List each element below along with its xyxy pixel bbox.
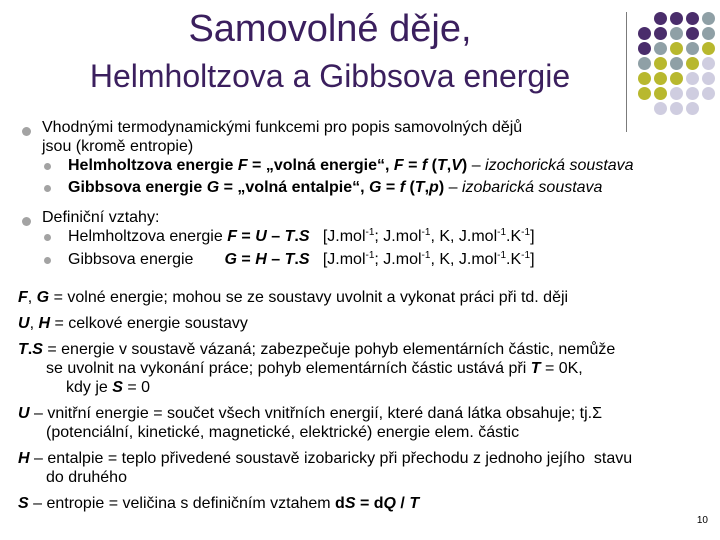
decorative-dot bbox=[702, 72, 715, 85]
decorative-dot bbox=[654, 87, 667, 100]
paragraph-entropy: S – entropie = veličina s definičním vztahem dS = dQ / T bbox=[18, 495, 420, 512]
decorative-dot bbox=[654, 27, 667, 40]
decorative-dot bbox=[686, 102, 699, 115]
paragraph-internal-energy: U – vnitřní energie = součet všech vnitřních energií, které daná látka obsahuje; tj.Σ bbox=[18, 405, 602, 422]
paragraph-total-energies: U, H = celkové energie soustavy bbox=[18, 315, 248, 332]
paragraph-free-energies: F, G = volné energie; mohou se ze soustavy uvolnit a vykonat práci při td. ději bbox=[18, 289, 569, 306]
slide-title-line2: Helmholtzova a Gibbsova energie bbox=[89, 58, 571, 94]
sub-bullet-icon bbox=[44, 234, 51, 241]
decorative-dot bbox=[670, 27, 683, 40]
decorative-dot bbox=[654, 12, 667, 25]
decorative-dot-grid bbox=[638, 12, 718, 116]
decorative-dot bbox=[686, 27, 699, 40]
paragraph-bound-energy-cont: se uvolnit na vykonání práce; pohyb elementárních částic ustává při T = 0K, bbox=[46, 360, 583, 377]
paragraph-enthalpy-cont: do druhého bbox=[46, 469, 127, 486]
decorative-dot bbox=[638, 57, 651, 70]
decorative-dot bbox=[686, 12, 699, 25]
sub-bullet-gibbs-relation: Gibbsova energie G = H – T.S [J.mol$^{-1}$; J.mol$^{-1}$, K, $J.mol^{-1}.K^{-1}$] bbox=[68, 250, 535, 268]
sub-bullet-gibbs-definition: Gibbsova energie G = „volná entalpie“, G = f (T,p) – izobarická soustava bbox=[68, 179, 603, 196]
decorative-dot bbox=[670, 102, 683, 115]
decorative-dot bbox=[686, 87, 699, 100]
decorative-dot bbox=[686, 42, 699, 55]
decorative-dot bbox=[670, 57, 683, 70]
decorative-dot bbox=[702, 42, 715, 55]
decorative-dot bbox=[702, 57, 715, 70]
decorative-dot bbox=[670, 87, 683, 100]
bullet-2-text: Definiční vztahy: bbox=[42, 209, 160, 226]
paragraph-bound-energy: T.S = energie v soustavě vázaná; zabezpečuje pohyb elementárních částic, nemůže bbox=[18, 341, 616, 358]
decorative-dot bbox=[654, 57, 667, 70]
decorative-dot bbox=[702, 27, 715, 40]
decorative-dot bbox=[702, 12, 715, 25]
decorative-dot bbox=[670, 12, 683, 25]
paragraph-enthalpy: H – entalpie = teplo přivedené soustavě izobaricky při přechodu z jednoho jejího stavu bbox=[18, 450, 633, 467]
bullet-1-text: Vhodnými termodynamickými funkcemi pro popis samovolných dějů bbox=[42, 119, 523, 136]
decorative-divider bbox=[626, 12, 627, 132]
sub-bullet-icon bbox=[44, 163, 51, 170]
bullet-icon bbox=[22, 217, 31, 226]
sub-bullet-icon bbox=[44, 257, 51, 264]
paragraph-bound-energy-cont2: kdy je S = 0 bbox=[66, 379, 151, 396]
decorative-dot bbox=[638, 42, 651, 55]
page-number: 10 bbox=[696, 515, 708, 526]
bullet-1-text-cont: jsou (kromě entropie) bbox=[42, 138, 194, 155]
sub-bullet-helmholtz-definition: Helmholtzova energie F = „volná energie“, F = f (T,V) – izochorická soustava bbox=[68, 157, 634, 174]
paragraph-internal-energy-cont: (potenciální, kinetické, magnetické, elektrické) energie elem. částic bbox=[46, 424, 520, 441]
bullet-icon bbox=[22, 127, 31, 136]
decorative-dot bbox=[702, 87, 715, 100]
decorative-dot bbox=[654, 42, 667, 55]
decorative-dot bbox=[654, 102, 667, 115]
decorative-dot bbox=[670, 42, 683, 55]
decorative-dot bbox=[638, 27, 651, 40]
sub-bullet-icon bbox=[44, 185, 51, 192]
decorative-dot bbox=[686, 72, 699, 85]
decorative-dot bbox=[686, 57, 699, 70]
decorative-dot bbox=[670, 72, 683, 85]
decorative-dot bbox=[638, 72, 651, 85]
decorative-dot bbox=[638, 87, 651, 100]
decorative-dot bbox=[654, 72, 667, 85]
slide-title-line1: Samovolné děje, bbox=[188, 8, 472, 50]
sub-bullet-helmholtz-relation: Helmholtzova energie F = U – T.S [J.mol$^{-1}$; J.mol$^{-1}$, K, $J.mol^{-1}.K^{-1}$] bbox=[68, 227, 535, 245]
